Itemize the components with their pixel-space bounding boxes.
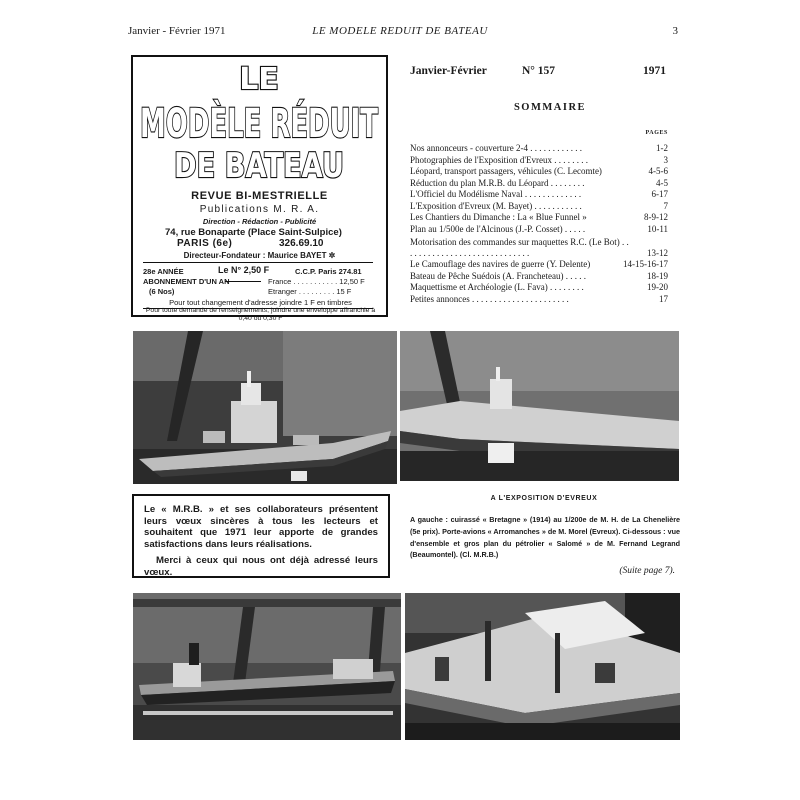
toc-entry-title: L'Officiel du Modélisme Naval . . . . . . . . . . . . . — [410, 189, 582, 199]
pages-label: PAGES — [645, 130, 668, 136]
running-header-date: Janvier - Février 1971 — [128, 25, 226, 37]
masthead-address: 74, rue Bonaparte (Place Saint-Sulpice) — [165, 227, 342, 238]
toc-entry-page: 13-12 — [647, 248, 668, 258]
masthead-divider-top — [143, 262, 373, 263]
toc-entry[interactable] — [410, 259, 668, 271]
toc-entry-page: 19-20 — [647, 282, 668, 292]
masthead-subscription-count: (6 Nos) — [149, 287, 175, 296]
masthead-issue-price: Le N° 2,50 F — [218, 265, 270, 275]
masthead-founder: Directeur-Fondateur : Maurice BAYET ✲ — [183, 251, 336, 260]
masthead-price-france: France . . . . . . . . . . . 12,50 F — [268, 277, 365, 286]
masthead-bracket — [225, 281, 261, 282]
masthead-ccp: C.C.P. Paris 274.81 — [295, 267, 362, 276]
running-header-title: LE MODELE REDUIT DE BATEAU — [312, 25, 488, 37]
toc-entry-title: Plan au 1/500e de l'Alcinous (J.-P. Cosset) . . . . . — [410, 223, 586, 234]
toc-entry[interactable] — [410, 294, 668, 306]
issue-year: 1971 — [643, 65, 666, 77]
photo-tanker-salome-overview — [133, 593, 401, 740]
toc-entry[interactable] — [410, 166, 668, 178]
toc-entry-title: Le Camouflage des navires de guerre (Y. Delente) — [410, 259, 591, 269]
toc-entry-title: L'Exposition d'Evreux (M. Bayet) . . . . . . . . . . . — [410, 200, 582, 211]
toc-entry[interactable] — [410, 155, 668, 167]
masthead-direction: Direction - Rédaction - Publicité — [202, 217, 317, 226]
toc-entry-title: Léopard, transport passagers, véhicules (C. Lecomte) — [410, 166, 602, 176]
caption-heading: A L'EXPOSITION D'EVREUX — [490, 495, 598, 502]
toc-entry-page: 10-11 — [647, 223, 668, 234]
greeting-thanks: Merci à ceux qui nous ont déjà adressé leurs vœux. — [144, 555, 378, 578]
toc-entry[interactable] — [410, 189, 668, 201]
toc-entry-page: 17 — [659, 293, 668, 304]
masthead-city: PARIS (6e) — [177, 238, 233, 249]
toc-entry[interactable] — [410, 235, 668, 259]
toc-entry-title: Motorisation des commandes sur maquettes R.C. (Le Bot) . . . . . . . . . . . . . . . . . . . . . . . . . . . . . — [410, 237, 629, 258]
photo-tanker-salome-closeup — [405, 593, 680, 740]
masthead-phone: 326.69.10 — [279, 238, 324, 249]
toc-entry-page: 4-5-6 — [648, 166, 668, 176]
toc-entry-page: 18-19 — [647, 270, 668, 281]
issue-date: Janvier-Février — [410, 65, 487, 77]
table-of-contents — [410, 143, 668, 305]
toc-entry[interactable] — [410, 271, 668, 283]
masthead-subscription: ABONNEMENT D'UN AN — [143, 277, 230, 286]
greeting-paragraph: Le « M.R.B. » et ses collaborateurs présentent leurs vœux sincères à tous les lecteurs et souhaitent que 1971 leur apporte de grandes satisfactions dans leurs réalisations. — [144, 504, 378, 550]
toc-entry-page: 7 — [663, 200, 668, 211]
toc-entry-title: Maquettisme et Archéologie (L. Fava) . . . . . . . . — [410, 282, 584, 292]
toc-entry-page: 6-17 — [651, 189, 668, 199]
toc-entry-title: Réduction du plan M.R.B. du Léopard . . . . . . . . — [410, 177, 585, 188]
toc-entry[interactable] — [410, 178, 668, 190]
toc-entry-title: Bateau de Pêche Suédois (A. Francheteau) . . . . . — [410, 270, 586, 281]
toc-entry-title: Photographies de l'Exposition d'Evreux . . . . . . . . — [410, 154, 588, 165]
photo-battleship-bretagne — [133, 331, 397, 484]
logo-line-3: DE BATEAU — [174, 146, 344, 186]
masthead-year: 28e ANNÉE — [143, 267, 184, 276]
toc-entry-title: Nos annonceurs - couverture 2-4 . . . . . . . . . . . . — [410, 143, 582, 153]
toc-entry[interactable] — [410, 201, 668, 213]
sommaire-title: SOMMAIRE — [513, 102, 587, 113]
logo-line-1: LE — [239, 62, 279, 97]
toc-entry-page: 1-2 — [656, 143, 668, 153]
toc-entry-page: 3 — [663, 154, 668, 165]
toc-entry-page: 14-15-16-17 — [623, 259, 668, 269]
masthead-note-info: Pour toute demande de renseignements, joindre une enveloppe affranchie à 0,40 ou 0,30 F — [145, 307, 376, 322]
toc-entry-page: 4-5 — [656, 177, 668, 188]
masthead-note-address: Pour tout changement d'adresse joindre 1 F en timbres — [169, 298, 352, 307]
logo-line-2: MODÈLE RÉDUIT — [140, 101, 508, 147]
page-number: 3 — [672, 25, 678, 37]
greeting-box — [132, 494, 390, 578]
masthead-price-etranger: Etranger . . . . . . . . . 15 F — [268, 287, 352, 296]
toc-entry[interactable] — [410, 212, 668, 224]
toc-entry-title: Petites annonces . . . . . . . . . . . . . . . . . . . . . . — [410, 293, 569, 304]
photo-carrier-arromanches — [400, 331, 679, 481]
issue-number: N° 157 — [522, 65, 556, 77]
masthead-subtitle: REVUE BI-MESTRIELLE — [191, 190, 328, 202]
masthead-publisher: Publications M. R. A. — [199, 204, 320, 215]
caption-continued-link[interactable]: (Suite page 7). — [619, 566, 675, 576]
toc-entry[interactable] — [410, 224, 668, 236]
toc-entry[interactable] — [410, 282, 668, 294]
toc-entry-page: 8-9-12 — [644, 212, 668, 222]
toc-entry-title: Les Chantiers du Dimanche : La « Blue Funnel » — [410, 212, 587, 222]
toc-entry[interactable] — [410, 143, 668, 155]
caption-body: A gauche : cuirassé « Bretagne » (1914) au 1/200e de M. H. de La Chenelière (5e prix). Porte-avions « Arromanches » de M. Morel (Evreux). Ci-dessous : vue d'ensemble et gros plan du pétrolier « Salomé » de M. Fernand Legrand (Beaumontel). (Cl. M.R.B.) — [410, 515, 680, 560]
